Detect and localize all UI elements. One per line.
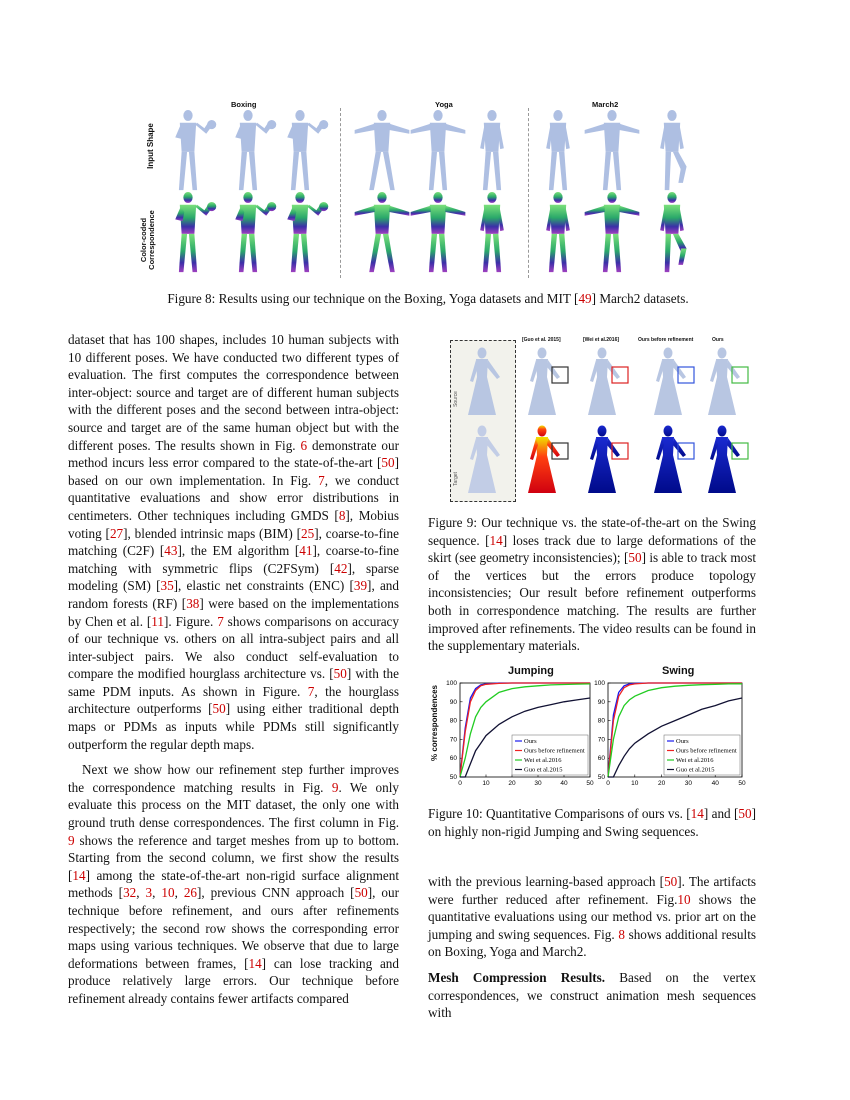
citation[interactable]: 11 (151, 613, 164, 629)
citation[interactable]: 14 (72, 867, 86, 883)
figure-8-meshes (140, 98, 740, 280)
text-run: , (136, 885, 146, 901)
citation[interactable]: 50 (664, 874, 678, 889)
column-label-ours-before: Ours before refinement (638, 337, 694, 343)
citation[interactable]: 50 (381, 455, 395, 471)
chart-title-jumping: Jumping (508, 665, 554, 677)
column-label-guo: [Guo et al. 2015] (522, 337, 561, 343)
input-shape-mesh (287, 110, 328, 190)
text-run: . We only evaluate this process on the MIT dataset, the only one with ground truth dense correspondences. The first column in Fig. (68, 779, 400, 831)
text-run: ] among the state-of-the-art non-rigid surface alignment methods [ (68, 867, 399, 901)
citation[interactable]: 41 (299, 543, 313, 559)
x-tick-label: 30 (534, 780, 542, 787)
input-shape-mesh (411, 110, 466, 190)
citation[interactable]: 10 (161, 885, 175, 901)
citation[interactable]: 42 (334, 560, 348, 576)
right-column (428, 873, 756, 1022)
citation[interactable]: 7 (318, 472, 325, 488)
text-run: shows the quantitative evaluations using our method vs. prior art on the jumping and swing sequences. Fig. (428, 891, 756, 942)
column-label-wei: [Wei et al.2016] (583, 337, 620, 343)
result-mesh (528, 348, 560, 416)
text-run: ], elastic net constraints (ENC) [ (173, 578, 354, 594)
legend-entry: Guo et al.2015 (676, 766, 715, 774)
group-label-boxing: Boxing (231, 100, 257, 109)
correspondence-mesh (411, 192, 466, 272)
x-tick-label: 20 (657, 780, 666, 787)
citation[interactable]: 10 (677, 891, 691, 907)
citation[interactable]: 8 (618, 926, 625, 942)
y-axis-label: % correspondences (430, 684, 439, 762)
y-tick-label: 50 (449, 774, 457, 781)
y-tick-label: 60 (597, 755, 605, 763)
text-run: ] using either traditional depth maps or PDMs as inputs while PDMs still significantly outperform the regular depth maps. (68, 701, 399, 752)
text-run: demonstrate our method incurs less error compared to the state-of-the-art [ (68, 437, 399, 471)
citation[interactable]: 50 (738, 806, 752, 821)
y-tick-label: 100 (446, 680, 457, 687)
input-shape-mesh (355, 110, 410, 190)
text-run: ]. The artifacts were further reduced after refinement. Fig. (428, 874, 756, 907)
text-run: , (152, 885, 162, 901)
input-shape-mesh (585, 110, 640, 190)
row-label-target: Target (453, 472, 459, 486)
source-mesh (468, 348, 500, 416)
citation[interactable]: 32 (123, 885, 137, 901)
y-tick-label: 100 (594, 680, 605, 687)
figure-9-caption: Figure 9: Our technique vs. the state-of-the-art on the Swing sequence. [14] loses track due to large deformations of the skirt (see geometry inconsistencies); [50] is able to track most of the vertices but the errors produce topology inconsistencies; Our result before refinement outperforms both in correspondence matching. The results are further improved after refinements. The video results can be found in the supplementary materials. (428, 515, 757, 654)
text-run: with the previous learning-based approach [ (428, 874, 665, 889)
input-shape-mesh (546, 110, 570, 190)
x-tick-label: 10 (631, 780, 639, 787)
citation[interactable]: 27 (109, 525, 124, 541)
citation[interactable]: 14 (248, 955, 262, 971)
citation[interactable]: 25 (301, 525, 315, 541)
figure-10-charts (430, 665, 750, 795)
correspondence-mesh (175, 192, 216, 272)
text-run: ], previous CNN approach [ (197, 885, 355, 901)
text-run: ]. Figure. (164, 613, 218, 629)
left-column (68, 331, 399, 1008)
citation[interactable]: 14 (690, 806, 704, 821)
chart-title-swing: Swing (662, 665, 695, 677)
text-run: ], our technique before refinement, and ours after refinements respectively; the second row shows the corresponding error maps using various techniques. We observe that due to large deformations between frames, [ (68, 885, 399, 971)
citation[interactable]: 50 (628, 550, 642, 566)
target-mesh (468, 426, 500, 494)
input-shape-mesh (235, 110, 276, 190)
x-tick-label: 40 (560, 780, 568, 787)
y-tick-label: 80 (597, 717, 605, 725)
text-run: ] can lose tracking and produce relatively large errors. Our technique before refinement already contains fewer artifacts compared (68, 955, 399, 1006)
x-tick-label: 20 (508, 780, 516, 787)
text-run: ], coarse-to-fine matching (C2F) [ (68, 525, 399, 559)
correspondence-mesh (660, 192, 686, 272)
figure-9-meshes (450, 337, 750, 501)
text-run: ], Mobius voting [ (68, 507, 399, 541)
citation[interactable]: 9 (331, 779, 339, 795)
text-run: , the hourglass architecture outperforms [ (68, 683, 399, 717)
y-tick-label: 70 (449, 736, 457, 744)
correspondence-mesh (585, 192, 640, 272)
paragraph: Mesh Compression Results. Based on the vertex correspondences, we construct animation mesh sequences with (428, 969, 756, 1021)
citation[interactable]: 49 (578, 291, 592, 306)
text-run: ] with the same PDM inputs. As shown in Figure. (68, 666, 400, 699)
text-run: dataset that has 100 shapes, includes 10 human subjects with 10 different poses. We have conducted two different types of evaluation. The first computes the correspondence between inter-object: source and target are of different human subjects with the different poses and the second between intra-object: source and target are of the same human object but with the different poses. The results shown in Fig. (68, 332, 399, 453)
y-tick-label: 50 (597, 774, 605, 781)
row-label-source: Source (453, 391, 459, 407)
correspondence-mesh (480, 192, 504, 272)
text-run: ] were based on the implementations by Chen et al. [ (68, 595, 399, 629)
y-tick-label: 90 (449, 698, 457, 706)
citation[interactable]: 38 (186, 595, 200, 611)
citation[interactable]: 43 (164, 543, 178, 559)
figure-10 (430, 665, 750, 795)
citation[interactable]: 26 (183, 885, 198, 901)
row-label-input-shape: Input Shape (146, 123, 155, 169)
row-label-color-coded: Color-coded Correspondence (139, 210, 156, 270)
figure-10-caption: Figure 10: Quantitative Comparisons of ours vs. [14] and [50] on highly non-rigid Jumping and Swing sequences. (428, 806, 756, 839)
correspondence-mesh (287, 192, 328, 272)
y-tick-label: 90 (597, 698, 605, 706)
legend-entry: Ours before refinement (676, 747, 737, 755)
text-run: ], coarse-to-fine matching with symmetric flips (C2FSym) [ (68, 543, 399, 576)
correspondence-mesh (235, 192, 276, 272)
citation[interactable]: 6 (300, 437, 308, 453)
y-tick-label: 60 (449, 755, 457, 763)
text-run: ], the EM algorithm [ (177, 543, 300, 559)
legend-entry: Ours (676, 738, 689, 745)
figure-8 (140, 98, 740, 280)
paragraph (68, 331, 399, 753)
citation[interactable]: 7 (307, 683, 315, 699)
legend-entry: Guo et al.2015 (524, 766, 563, 774)
text-run: ] based on our own implementation. In Fig. (68, 455, 399, 488)
text-run: shows comparisons on accuracy of our technique vs. others on all intra-subject pairs and all inter-subject pairs. We also conduct self-evaluation to compare the modified hourglass architecture vs. [ (68, 613, 400, 682)
x-tick-label: 0 (458, 780, 462, 787)
y-tick-label: 70 (597, 736, 605, 744)
legend-entry: Ours before refinement (524, 747, 585, 755)
input-shape-mesh (175, 110, 216, 190)
result-mesh (654, 348, 686, 416)
x-tick-label: 50 (586, 780, 594, 787)
column-label-ours: Ours (712, 337, 724, 343)
result-mesh (708, 348, 740, 416)
input-shape-mesh (480, 110, 504, 190)
x-tick-label: 10 (482, 780, 490, 787)
input-shape-mesh (660, 110, 686, 190)
citation[interactable]: 35 (160, 578, 174, 594)
group-label-yoga: Yoga (435, 100, 453, 109)
text-run: ], blended intrinsic maps (BIM) [ (123, 525, 302, 541)
citation[interactable]: 8 (338, 507, 346, 523)
correspondence-mesh (355, 192, 410, 272)
text-run: ], sparse modeling (SM) [ (68, 560, 399, 594)
citation[interactable]: 50 (354, 885, 368, 901)
text-run: shows additional results on Boxing, Yoga and March2. (428, 926, 756, 960)
result-mesh (588, 348, 620, 416)
citation[interactable]: 50 (212, 701, 226, 717)
paragraph (428, 873, 756, 961)
citation[interactable]: 9 (68, 832, 75, 848)
x-tick-label: 0 (606, 780, 610, 787)
x-tick-label: 50 (738, 780, 746, 787)
paragraph (68, 761, 399, 1007)
text-run: ], and random forests (RF) [ (68, 578, 399, 611)
figure-9 (450, 337, 750, 501)
group-label-march2: March2 (592, 100, 619, 109)
x-tick-label: 40 (711, 780, 719, 787)
text-run: Next we show how our refinement step further improves the correspondence matching results in Fig. (68, 762, 399, 795)
text-run: , (174, 885, 184, 901)
y-tick-label: 80 (449, 717, 457, 725)
section-heading: Mesh Compression Results. (428, 969, 606, 985)
figure-8-caption: Figure 8: Results using our technique on the Boxing, Yoga datasets and MIT [49] March2 datasets. (167, 291, 689, 306)
citation[interactable]: 7 (217, 613, 224, 629)
citation[interactable]: 50 (333, 666, 347, 682)
legend-entry: Wei et al.2016 (676, 757, 714, 764)
text-run: shows the reference and target meshes from up to bottom. Starting from the second column, we first show the results [ (68, 832, 399, 883)
legend-entry: Wei et al.2016 (524, 757, 562, 764)
citation[interactable]: 39 (353, 578, 368, 594)
citation[interactable]: 14 (489, 532, 503, 548)
text-run: , we conduct quantitative evaluations and show error distributions in centimeters. Other techniques including GMDS [ (68, 472, 400, 523)
legend-entry: Ours (524, 738, 537, 745)
citation[interactable]: 3 (145, 885, 153, 901)
correspondence-mesh (546, 192, 570, 272)
x-tick-label: 30 (684, 780, 693, 787)
